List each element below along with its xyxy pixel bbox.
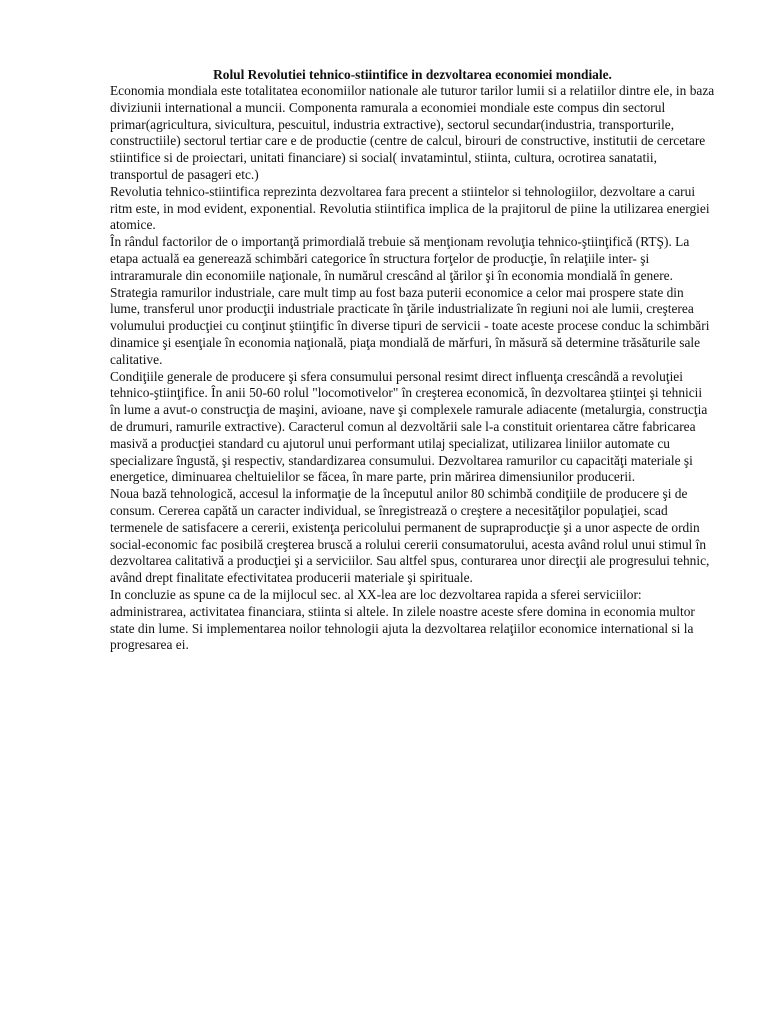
paragraph-revolutia-tehnico-stiintifica: Revolutia tehnico-stiintifica reprezinta dezvoltarea fara precent a stiintelor si tehnologiilor, dezvoltare a carui ritm este, in mod evident, exponential. Revolutia stiintifica implica de la prajitorul de piine la utilizarea energiei atomice. bbox=[110, 183, 710, 233]
paragraph-conditiile-generale: Condiţiile generale de producere şi sfera consumului personal resimt direct influenţa crescândă a revoluţiei tehnico-ştiinţifice. În anii 50-60 rolul "locomotivelor" în creşterea economică, în dezvoltarea ştiinţei şi tehnicii în lume a avut-o construcţia de maşini, avioane, nave şi complexele ramurale adiacente (metalurgia, construcţia de drumuri, ramurile extractive). Caracterul comun al dezvoltării sale l-a constituit orientarea către fabricarea masivă a producţiei standard cu ajutorul unui performant utilaj specializat, utilizarea liniilor automate cu specializare îngustă, şi respectiv, standardizarea consumului. Dezvoltarea ramurilor cu capacităţi materiale şi energetice, diminuarea cheltuielilor se făcea, în mare parte, prin mărirea dimensiunilor producerii. bbox=[110, 368, 708, 485]
paragraph-concluzie: In concluzie as spune ca de la mijlocul sec. al XX-lea are loc dezvoltarea rapida a sferei serviciilor: administrarea, activitatea financiara, stiinta si altele. In zilele noastre aceste sfere domina in economia multor state din lume. Si implementarea noilor tehnologii ajuta la dezvoltarea relaţiilor economice international si la progresarea ei. bbox=[110, 586, 695, 653]
document-page bbox=[110, 66, 715, 654]
document-title: Rolul Revolutiei tehnico-stiintifice in dezvoltarea economiei mondiale. bbox=[213, 67, 612, 82]
paragraph-factori-importanta: În rândul factorilor de o importanţă primordială trebuie să menţionam revoluţia tehnico-ştiinţifică (RTŞ). La etapa actuală ea generează schimbări categorice în structura forţelor de producţie, în relaţiile inter- şi intraramurale din economiile naţionale, în numărul crescând al ţărilor şi în economia mondială în genere. Strategia ramurilor industriale, care mult timp au fost baza puterii economice a celor mai prospere state din lume, transferul unor producţii industriale practicate în ţările industrializate în regiuni noi ale lumii, creşterea volumului producţiei cu conţinut ştiinţific în diverse tipuri de servicii - toate aceste procese conduc la schimbări dinamice şi esenţiale în economia naţională, piaţa mondială de mărfuri, în măsură să determine trăsăturile sale calitative. bbox=[110, 234, 710, 367]
paragraph-economia-mondiala: Economia mondiala este totalitatea economiilor nationale ale tuturor tarilor lumii si a relatiilor dintre ele, in baza diviziunii international a muncii. Componenta ramurala a economiei mondiale este compus din sectorul primar(agricultura, sivicultura, pescuitul, industria extractive), sectorul secundar(industria, transporturile, constructiile) sectorul tertiar care e de productie (centre de calcul, birouri de constructive, institutii de cercetare stiintifice si de proiectari, unitati financiare) si social( invatamintul, stiinta, cultura, ocrotirea sanatatii, transportul de pasageri etc.) bbox=[110, 83, 715, 182]
paragraph-noua-baza-tehnologica: Noua bază tehnologică, accesul la informaţie de la începutul anilor 80 schimbă condiţiile de producere şi de consum. Cererea capătă un caracter individual, se înregistrează o creştere a necesităţilor populaţiei, scad termenele de satisfacere a cererii, existenţa pericolului permanent de supraproducţie şi a unor aspecte de ordin social-economic fac posibilă creşterea bruscă a rolului cererii consumatorului, acesta având rolul unui stimul în dezvoltarea calitativă a producţiei şi a serviciilor. Sau altfel spus, conturarea unor direcţii ale progresului tehnic, având drept finalitate efectivitatea producerii materiale şi spirituale. bbox=[110, 486, 710, 586]
